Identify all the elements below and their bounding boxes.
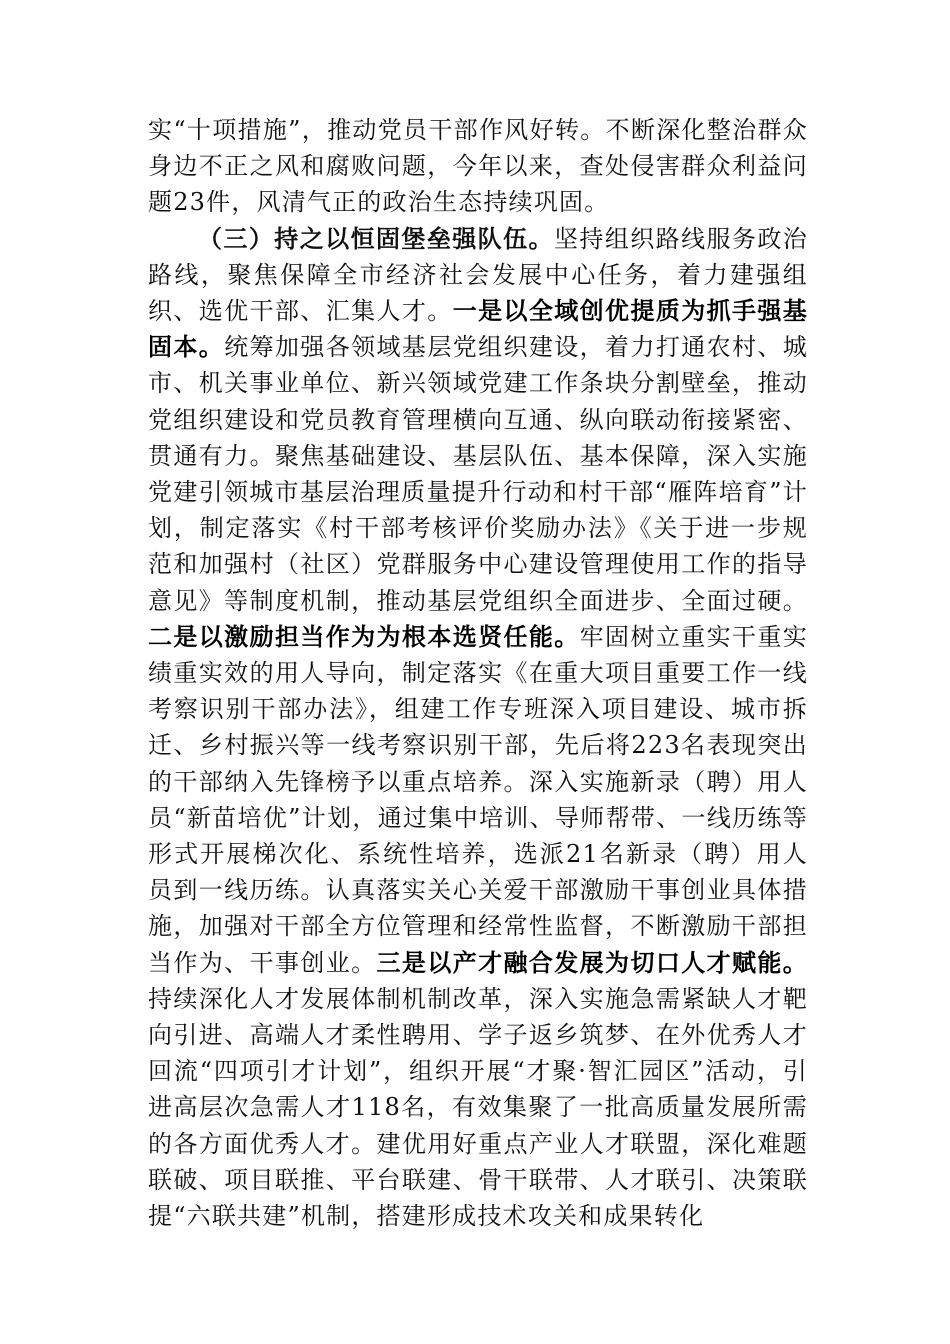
point-3-text: 持续深化人才发展体制机制改革，深入实施急需紧缺人才靶向引进、高端人才柔性聘用、学子返乡筑梦、在外优秀人才回流“四项引才计划”，组织开展“才聚·智汇园区”活动，引进高层次急需人才118名，有效集聚了一批高质量发展所需的各方面优秀人才。建优用好重点产业人才联盟，深化难题联破、项目联推、平台联建、骨干联带、人才联引、决策联提“六联共建”机制，搭建形成技术攻关和成果转化: [148, 984, 808, 1231]
point-1-title: 一是以全域创优提质为抓手强基固本。: [148, 296, 808, 362]
paragraph-continuation: 实“十项措施”，推动党员干部作风好转。不断深化整治群众身边不正之风和腐败问题，今年以来，查处侵害群众利益问题23件，风清气正的政治生态持续巩固。: [148, 116, 808, 217]
paragraph-section-3: [148, 221, 808, 1235]
point-2-title: 二是以激励担当作为为根本选贤任能。: [148, 621, 580, 651]
section-heading: （三）持之以恒固堡垒强队伍。: [198, 223, 554, 253]
point-3-title: 三是以产才融合发展为切口人才赋能。: [376, 947, 808, 977]
document-body: [148, 112, 808, 1234]
section-intro: 坚持组织路线服务政治路线，聚焦保障全市经济社会发展中心任务，着力建强组织、选优干部、汇集人才。: [148, 224, 808, 326]
point-1-text: 统筹加强各领域基层党组织建设，着力打通农村、城市、机关事业单位、新兴领域党建工作条块分割壁垒，推动党组织建设和党员教育管理横向互通、纵向联动衔接紧密、贯通有力。聚焦基础建设、基层队伍、基本保障，深入实施党建引领城市基层治理质量提升行动和村干部“雁阵培育”计划，制定落实《村干部考核评价奖励办法》《关于进一步规范和加强村（社区）党群服务中心建设管理使用工作的指导意见》等制度机制，推动基层党组织全面进步、全面过硬。: [148, 333, 808, 615]
point-2-text: 牢固树立重实干重实绩重实效的用人导向，制定落实《在重大项目重要工作一线考察识别干部办法》，组建工作专班深入项目建设、城市拆迁、乡村振兴等一线考察识别干部，先后将223名表现突出的干部纳入先锋榜予以重点培养。深入实施新录（聘）用人员“新苗培优”计划，通过集中培训、导师帮带、一线历练等形式开展梯次化、系统性培养，选派21名新录（聘）用人员到一线历练。认真落实关心关爱干部激励干事创业具体措施，加强对干部全方位管理和经常性监督，不断激励干部担当作为、干事创业。: [148, 622, 808, 977]
